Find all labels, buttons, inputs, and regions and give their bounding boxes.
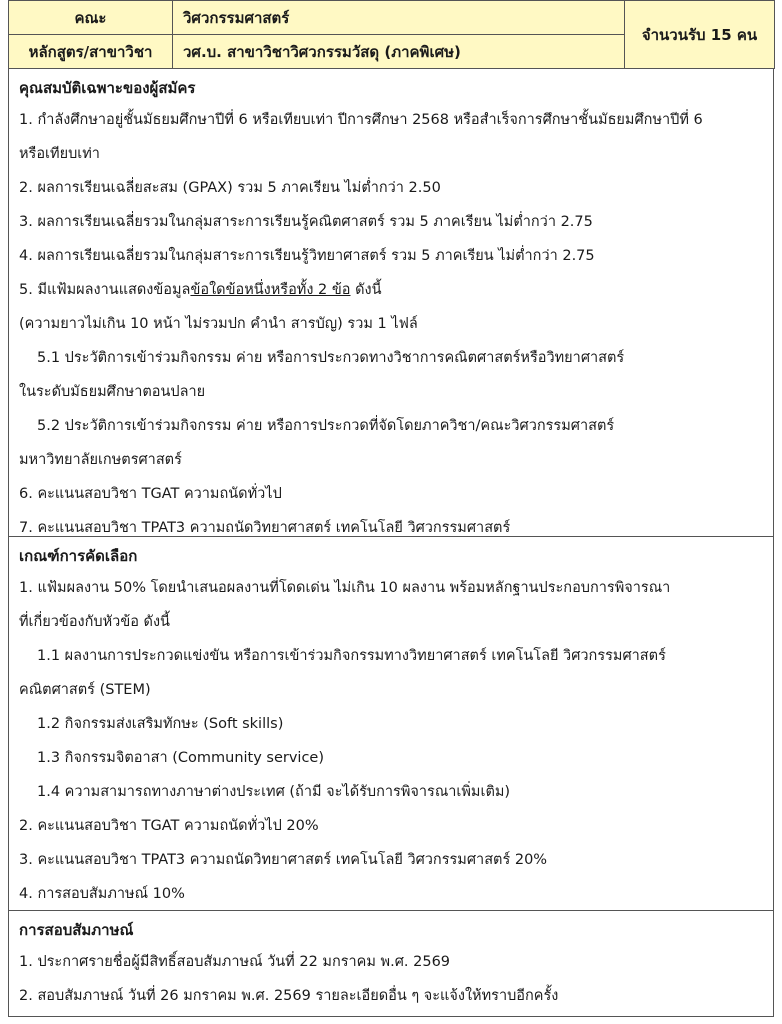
program-label: หลักสูตร/สาขาวิชา — [9, 35, 173, 69]
interview-line-2: 2. สอบสัมภาษณ์ วันที่ 26 มกราคม พ.ศ. 2569 รายละเอียดอื่น ๆ จะแจ้งให้ทราบอีกครั้ง — [19, 988, 559, 1004]
qual-line-51b: ในระดับมัธยมศึกษาตอนปลาย — [19, 384, 206, 400]
interview-section — [8, 911, 774, 1017]
qual-line-52a: 5.2 ประวัติการเข้าร่วมกิจกรรม ค่าย หรือการประกวดที่จัดโดยภาควิชา/คณะวิศวกรรมศาสตร์ — [37, 418, 615, 434]
qualifications-title: คุณสมบัติเฉพาะของผู้สมัคร — [19, 79, 196, 97]
crit-line-4: 4. การสอบสัมภาษณ์ 10% — [19, 886, 185, 902]
crit-line-13: 1.3 กิจกรรมจิตอาสา (Community service) — [37, 750, 325, 766]
qual-line-4: 4. ผลการเรียนเฉลี่ยรวมในกลุ่มสาระการเรียนรู้วิทยาศาสตร์ รวม 5 ภาคเรียน ไม่ต่ำกว่า 2.75 — [19, 248, 595, 264]
quota-cell: จำนวนรับ 15 คน — [625, 1, 775, 69]
admission-sheet — [8, 0, 774, 1024]
crit-line-1b: ที่เกี่ยวข้องกับหัวข้อ ดังนี้ — [19, 614, 170, 630]
qual-line-51a: 5.1 ประวัติการเข้าร่วมกิจกรรม ค่าย หรือการประกวดทางวิชาการคณิตศาสตร์หรือวิทยาศาสตร์ — [37, 350, 625, 366]
qual-line-5-underlined: ข้อใดข้อหนึ่งหรือทั้ง 2 ข้อ — [190, 282, 351, 298]
qual-line-1a: 1. กำลังศึกษาอยู่ชั้นมัธยมศึกษาปีที่ 6 หรือเทียบเท่า ปีการศึกษา 2568 หรือสำเร็จการศึกษาชั้นมัธยมศึกษาปีที่ 6 — [19, 112, 703, 128]
crit-line-1a: 1. แฟ้มผลงาน 50% โดยนำเสนอผลงานที่โดดเด่น ไม่เกิน 10 ผลงาน พร้อมหลักฐานประกอบการพิจารณา — [19, 580, 671, 596]
faculty-value: วิศวกรรมศาสตร์ — [173, 1, 625, 35]
crit-line-2: 2. คะแนนสอบวิชา TGAT ความถนัดทั่วไป 20% — [19, 818, 319, 834]
qual-line-6: 6. คะแนนสอบวิชา TGAT ความถนัดทั่วไป — [19, 486, 282, 502]
crit-line-11b: คณิตศาสตร์ (STEM) — [19, 682, 151, 698]
crit-line-3: 3. คะแนนสอบวิชา TPAT3 ความถนัดวิทยาศาสตร์ เทคโนโลยี วิศวกรรมศาสตร์ 20% — [19, 852, 548, 868]
qual-line-5-post: ดังนี้ — [350, 282, 382, 298]
interview-line-1: 1. ประกาศรายชื่อผู้มีสิทธิ์สอบสัมภาษณ์ วันที่ 22 มกราคม พ.ศ. 2569 — [19, 954, 451, 970]
qual-line-3: 3. ผลการเรียนเฉลี่ยรวมในกลุ่มสาระการเรียนรู้คณิตศาสตร์ รวม 5 ภาคเรียน ไม่ต่ำกว่า 2.75 — [19, 214, 593, 230]
qual-line-5-pre: 5. มีแฟ้มผลงานแสดงข้อมูล — [19, 282, 191, 298]
program-header-table — [8, 0, 775, 69]
qual-line-1b: หรือเทียบเท่า — [19, 146, 100, 162]
qual-line-5 — [19, 273, 763, 307]
crit-line-14: 1.4 ความสามารถทางภาษาต่างประเทศ (ถ้ามี จะได้รับการพิจารณาเพิ่มเติม) — [37, 784, 511, 800]
qualifications-section — [8, 69, 774, 537]
qual-line-2: 2. ผลการเรียนเฉลี่ยสะสม (GPAX) รวม 5 ภาคเรียน ไม่ต่ำกว่า 2.50 — [19, 180, 441, 196]
criteria-section — [8, 537, 774, 911]
crit-line-11a: 1.1 ผลงานการประกวดแข่งขัน หรือการเข้าร่วมกิจกรรมทางวิทยาศาสตร์ เทคโนโลยี วิศวกรรมศาสตร์ — [37, 648, 666, 664]
program-value: วศ.บ. สาขาวิชาวิศวกรรมวัสดุ (ภาคพิเศษ) — [173, 35, 625, 69]
interview-title: การสอบสัมภาษณ์ — [19, 921, 134, 939]
qual-line-5b: (ความยาวไม่เกิน 10 หน้า ไม่รวมปก คำนำ สารบัญ) รวม 1 ไฟล์ — [19, 316, 418, 332]
qual-line-7: 7. คะแนนสอบวิชา TPAT3 ความถนัดวิทยาศาสตร์ เทคโนโลยี วิศวกรรมศาสตร์ — [19, 520, 511, 536]
criteria-title: เกณฑ์การคัดเลือก — [19, 547, 138, 565]
faculty-label: คณะ — [9, 1, 173, 35]
crit-line-12: 1.2 กิจกรรมส่งเสริมทักษะ (Soft skills) — [37, 716, 284, 732]
qual-line-52b: มหาวิทยาลัยเกษตรศาสตร์ — [19, 452, 182, 468]
